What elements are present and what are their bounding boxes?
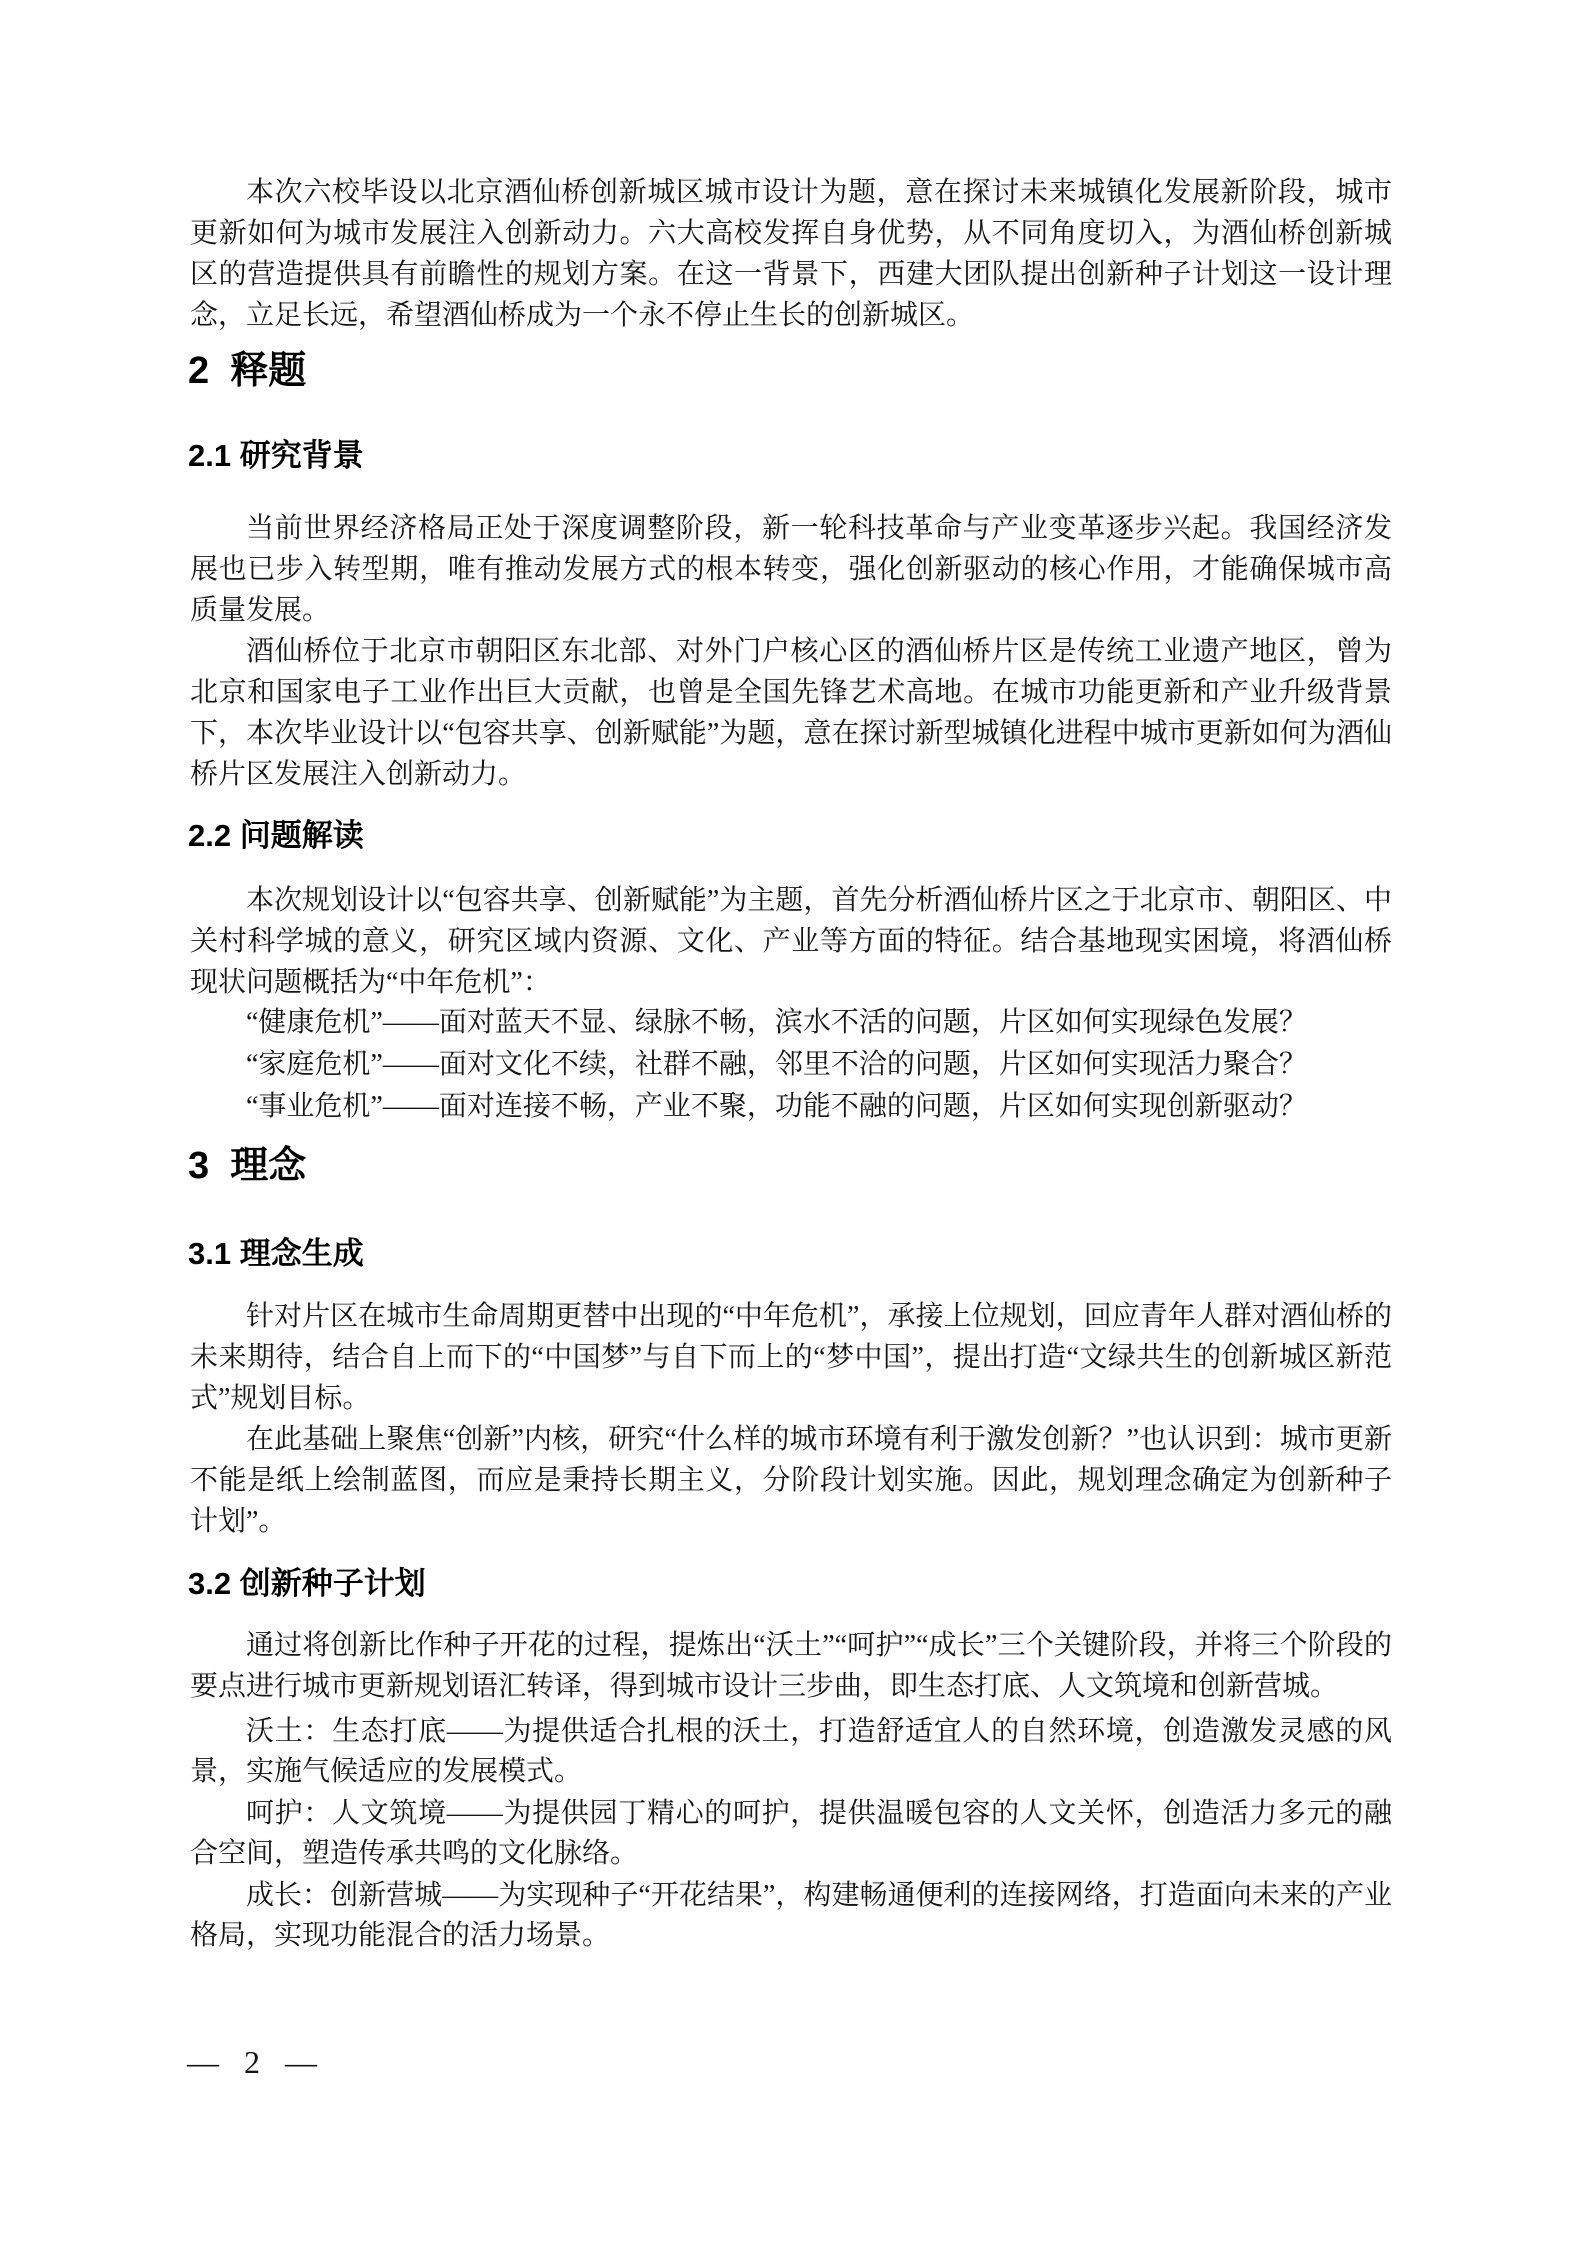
crisis-line-career: “事业危机”——面对连接不畅，产业不聚，功能不融的问题，片区如何实现创新驱动？ (246, 1091, 1307, 1122)
paragraph-innovation-core: 在此基础上聚焦“创新”内核，研究“什么样的城市环境有利于激发创新？”也认识到：城市更新不能是纸上绘制蓝图，而应是秉持长期主义，分阶段计划实施。因此，规划理念确定为创新种子计划”。 (190, 1424, 1392, 1537)
crisis-line-family: “家庭危机”——面对文化不续，社群不融，邻里不洽的问题，片区如何实现活力聚合？ (246, 1049, 1307, 1080)
section-heading-2: 2 释题 (188, 350, 307, 392)
subsection-heading-2-2: 2.2 问题解读 (188, 818, 364, 853)
paragraph-stage-hehu: 呵护：人文筑境——为提供园丁精心的呵护，提供温暖包容的人文关怀，创造活力多元的融合空间，塑造传承共鸣的文化脉络。 (190, 1798, 1392, 1869)
subsection-heading-3-2: 3.2 创新种子计划 (188, 1566, 426, 1601)
paragraph-research-background: 当前世界经济格局正处于深度调整阶段，新一轮科技革命与产业变革逐步兴起。我国经济发展也已步入转型期，唯有推动发展方式的根本转变，强化创新驱动的核心作用，才能确保城市高质量发展。 (190, 513, 1392, 626)
paragraph-seed-plan-overview: 通过将创新比作种子开花的过程，提炼出“沃土”“呵护”“成长”三个关键阶段，并将三个阶段的要点进行城市更新规划语汇转译，得到城市设计三步曲，即生态打底、人文筑境和创新营城。 (190, 1630, 1392, 1702)
page-number: — 2 — (187, 2044, 320, 2080)
crisis-line-health: “健康危机”——面对蓝天不显、绿脉不畅，滨水不活的问题，片区如何实现绿色发展？ (246, 1007, 1307, 1038)
paragraph-concept-generation: 针对片区在城市生命周期更替中出现的“中年危机”，承接上位规划，回应青年人群对酒仙桥的未来期待，结合自上而下的“中国梦”与自下而上的“梦中国”，提出打造“文绿共生的创新城区新范式”规划目标。 (190, 1301, 1392, 1414)
paragraph-stage-chengzhang: 成长：创新营城——为实现种子“开花结果”，构建畅通便利的连接网络，打造面向未来的产业格局，实现功能混合的活力场景。 (190, 1880, 1392, 1951)
subsection-heading-3-1: 3.1 理念生成 (188, 1236, 364, 1271)
subsection-heading-2-1: 2.1 研究背景 (188, 438, 364, 473)
section-heading-3: 3 理念 (188, 1145, 307, 1187)
intro-paragraph: 本次六校毕设以北京酒仙桥创新城区城市设计为题，意在探讨未来城镇化发展新阶段，城市更新如何为城市发展注入创新动力。六大高校发挥自身优势，从不同角度切入，为酒仙桥创新城区的营造提供具有前瞻性的规划方案。在这一背景下，西建大团队提出创新种子计划这一设计理念，立足长远，希望酒仙桥成为一个永不停止生长的创新城区。 (190, 177, 1392, 331)
paragraph-stage-wotu: 沃土：生态打底——为提供适合扎根的沃土，打造舒适宜人的自然环境，创造激发灵感的风景，实施气候适应的发展模式。 (190, 1716, 1392, 1787)
paragraph-jiuxianqiao-overview: 酒仙桥位于北京市朝阳区东北部、对外门户核心区的酒仙桥片区是传统工业遗产地区，曾为北京和国家电子工业作出巨大贡献，也曾是全国先锋艺术高地。在城市功能更新和产业升级背景下，本次毕业设计以“包容共享、创新赋能”为题，意在探讨新型城镇化进程中城市更新如何为酒仙桥片区发展注入创新动力。 (190, 636, 1392, 790)
paragraph-problem-interpretation: 本次规划设计以“包容共享、创新赋能”为主题，首先分析酒仙桥片区之于北京市、朝阳区、中关村科学城的意义，研究区域内资源、文化、产业等方面的特征。结合基地现实困境，将酒仙桥现状问题概括为“中年危机”： (190, 885, 1392, 998)
